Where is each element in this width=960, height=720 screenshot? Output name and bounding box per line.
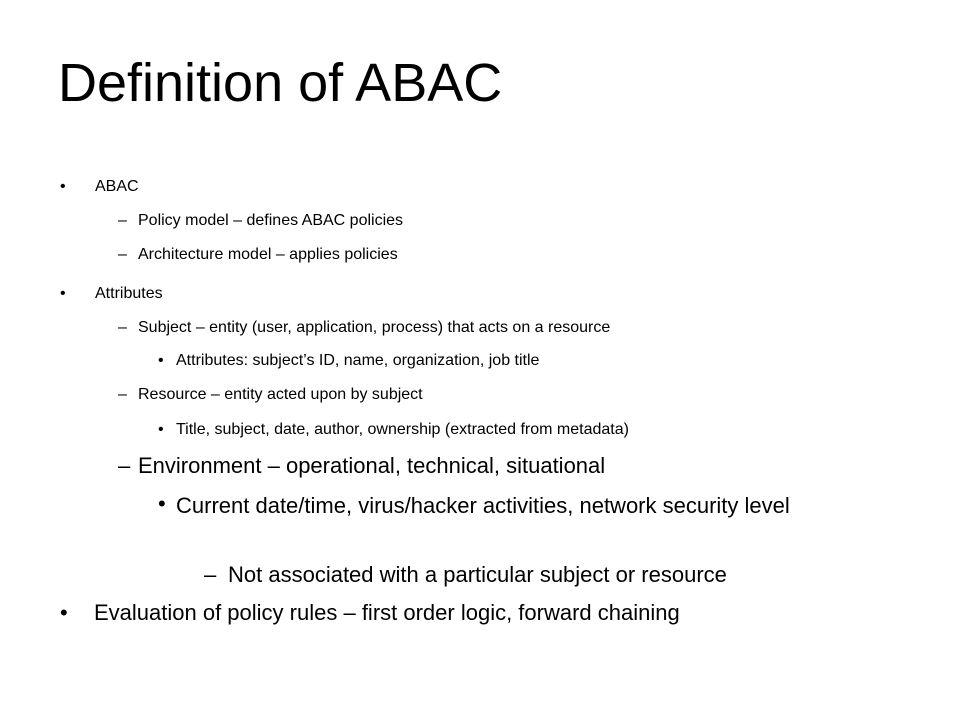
bullet-marker: • [158, 421, 164, 438]
sub-bullet-text: Resource – entity acted upon by subject [138, 386, 423, 403]
sub-sub-bullet-text: Title, subject, date, author, ownership (extracted from metadata) [176, 421, 629, 438]
dash-marker: – [118, 453, 131, 478]
sub-sub-bullet-text: Current date/time, virus/hacker activities, network security level [176, 493, 790, 518]
bullet-text: Evaluation of policy rules – first order logic, forward chaining [94, 600, 680, 625]
bullet-marker: • [158, 491, 166, 516]
sub-sub-bullet-resource-attrs [158, 421, 629, 439]
sub-bullet-text: Architecture model – applies policies [138, 246, 398, 263]
bullet-attributes [60, 285, 163, 303]
dash-marker: – [204, 562, 217, 587]
sub-bullet-text: Policy model – defines ABAC policies [138, 212, 404, 229]
sub-sub-bullet-subject-attrs [158, 352, 539, 370]
dash-marker: – [118, 246, 127, 263]
sub-sub-bullet-text: Attributes: subject’s ID, name, organization, job title [176, 352, 540, 369]
dash-marker: – [118, 212, 127, 229]
sub-bullet-subject [118, 319, 610, 337]
bullet-marker: • [60, 178, 66, 195]
sub-bullet-architecture-model [118, 246, 398, 264]
sub-bullet-text: Environment – operational, technical, situational [138, 453, 606, 478]
level4-bullet-not-associated [204, 562, 727, 588]
level4-bullet-text: Not associated with a particular subject or resource [228, 562, 727, 587]
bullet-marker: • [60, 285, 66, 302]
sub-bullet-resource [118, 386, 423, 404]
sub-bullet-policy-model [118, 212, 403, 230]
sub-bullet-environment [118, 453, 605, 479]
bullet-evaluation [60, 600, 680, 626]
sub-sub-bullet-environment-attrs [158, 491, 876, 521]
bullet-abac [60, 178, 139, 196]
dash-marker: – [118, 386, 127, 403]
bullet-text: Attributes [95, 285, 163, 302]
slide-title: Definition of ABAC [58, 53, 503, 113]
bullet-marker: • [60, 600, 68, 625]
bullet-marker: • [158, 352, 164, 369]
bullet-text: ABAC [95, 178, 139, 195]
sub-bullet-text: Subject – entity (user, application, process) that acts on a resource [138, 319, 611, 336]
dash-marker: – [118, 319, 127, 336]
